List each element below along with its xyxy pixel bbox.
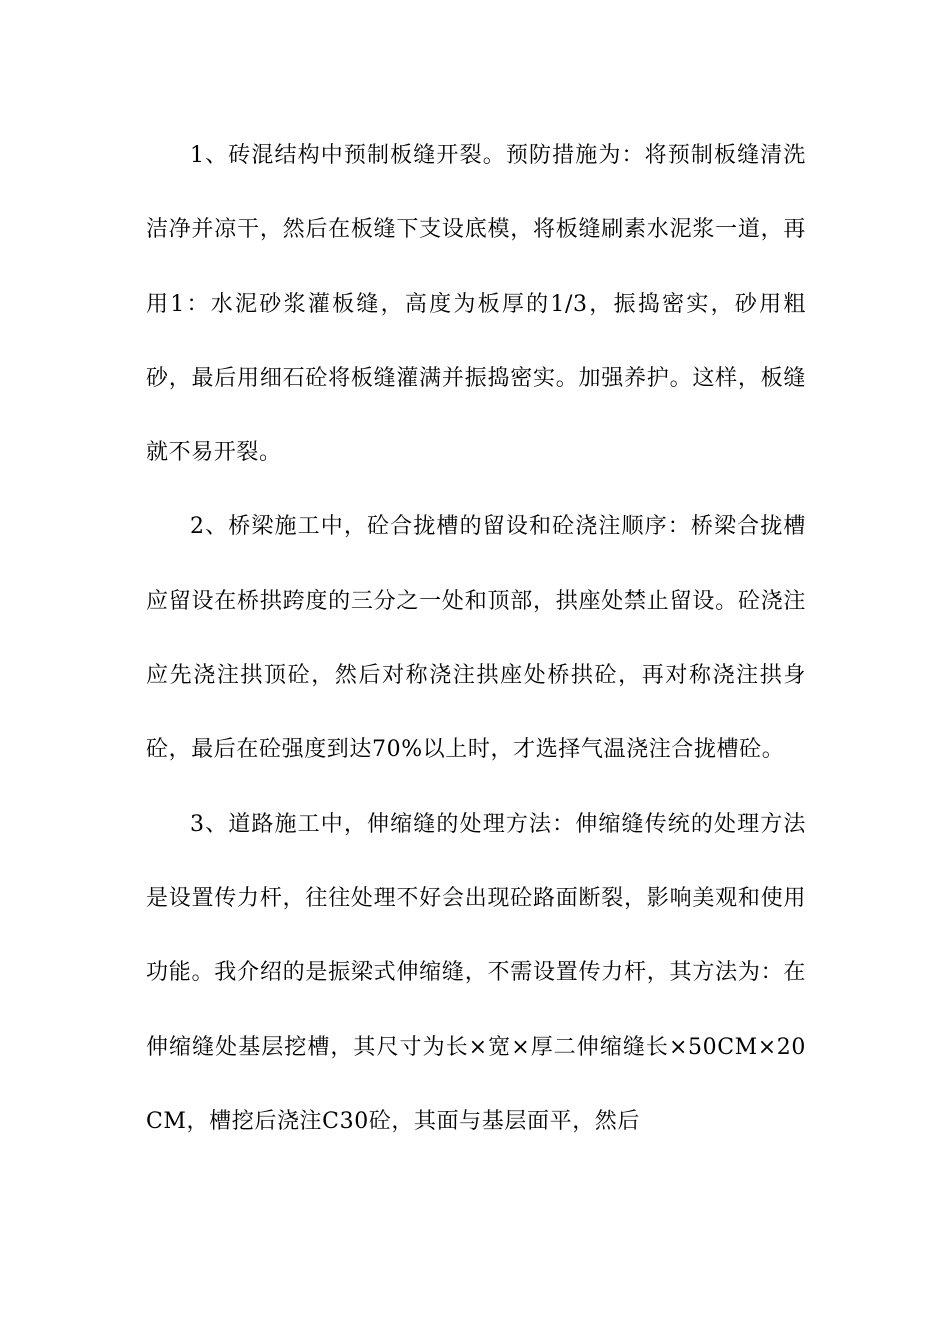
paragraph-3: 3、道路施工中，伸缩缝的处理方法：伸缩缝传统的处理方法是设置传力杆，往往处理不好会出现砼路面断裂，影响美观和使用功能。我介绍的是振梁式伸缩缝，不需设置传力杆，其方法为：在伸缩缝处基层挖槽，其尺寸为长×宽×厚二伸缩缝长×50CM×20CM，槽挖后浇注C30砼，其面与基层面平，然后 bbox=[146, 811, 806, 1134]
document-body bbox=[146, 119, 806, 1159]
paragraph-2: 2、桥梁施工中，砼合拢槽的留设和砼浇注顺序：桥梁合拢槽应留设在桥拱跨度的三分之一处和顶部，拱座处禁止留设。砼浇注应先浇注拱顶砼，然后对称浇注拱座处桥拱砼，再对称浇注拱身砼，最后在砼强度到达70%以上时，才选择气温浇注合拢槽砼。 bbox=[146, 514, 806, 763]
paragraph-1: 1、砖混结构中预制板缝开裂。预防措施为：将预制板缝清洗洁净并凉干，然后在板缝下支设底模，将板缝刷素水泥浆一道，再用1：水泥砂浆灌板缝，高度为板厚的1/3，振捣密实，砂用粗砂，最后用细石砼将板缝灌满并振捣密实。加强养护。这样，板缝就不易开裂。 bbox=[146, 143, 806, 466]
